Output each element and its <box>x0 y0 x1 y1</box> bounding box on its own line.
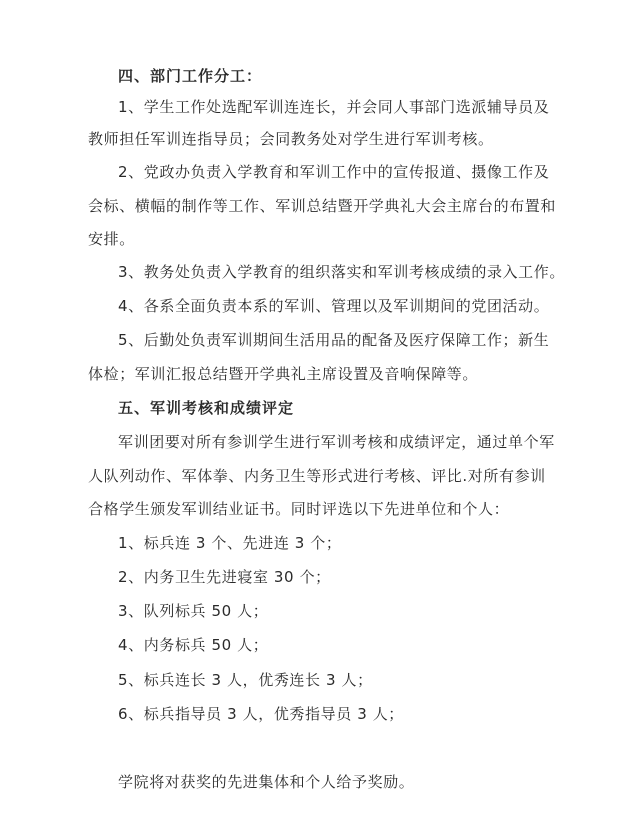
section-4-item-1-line-2: 教师担任军训连指导员；会同教务处对学生进行军训考核。 <box>88 130 494 148</box>
award-item: 6、标兵指导员 3 人，优秀指导员 3 人； <box>118 705 404 723</box>
award-item: 1、标兵连 3 个、先进连 3 个； <box>118 534 342 552</box>
award-item: 5、标兵连长 3 人，优秀连长 3 人； <box>118 671 373 689</box>
section-4-item-2-line-1: 2、党政办负责入学教育和军训工作中的宣传报道、摄像工作及 <box>118 163 550 181</box>
award-item: 2、内务卫生先进寝室 30 个； <box>118 568 331 586</box>
closing-statement: 学院将对获奖的先进集体和个人给予奖励。 <box>118 773 415 791</box>
section-4-item-3: 3、教务处负责入学教育的组织落实和军训考核成绩的录入工作。 <box>118 263 565 281</box>
section-4-heading: 四、部门工作分工： <box>118 67 263 85</box>
section-5-intro-line-2: 人队列动作、军体拳、内务卫生等形式进行考核、评比.对所有参训 <box>88 467 546 485</box>
section-5-heading: 五、军训考核和成绩评定 <box>118 399 295 417</box>
section-4-item-5-line-1: 5、后勤处负责军训期间生活用品的配备及医疗保障工作；新生 <box>118 331 550 349</box>
award-item: 3、队列标兵 50 人； <box>118 602 269 620</box>
section-4-item-4: 4、各系全面负责本系的军训、管理以及军训期间的党团活动。 <box>118 297 550 315</box>
section-4-item-1-line-1: 1、学生工作处选配军训连连长，并会同人事部门选派辅导员及 <box>118 98 550 116</box>
section-4-item-5-line-2: 体检；军训汇报总结暨开学典礼主席设置及音响保障等。 <box>88 365 479 383</box>
section-5-intro-line-1: 军训团要对所有参训学生进行军训考核和成绩评定，通过单个军 <box>118 433 555 451</box>
section-4-item-2-line-3: 安排。 <box>88 230 135 248</box>
section-4-item-2-line-2: 会标、横幅的制作等工作、军训总结暨开学典礼大会主席台的布置和 <box>88 197 557 215</box>
award-item: 4、内务标兵 50 人； <box>118 636 269 654</box>
section-5-intro-line-3: 合格学生颁发军训结业证书。同时评选以下先进单位和个人： <box>88 500 510 518</box>
